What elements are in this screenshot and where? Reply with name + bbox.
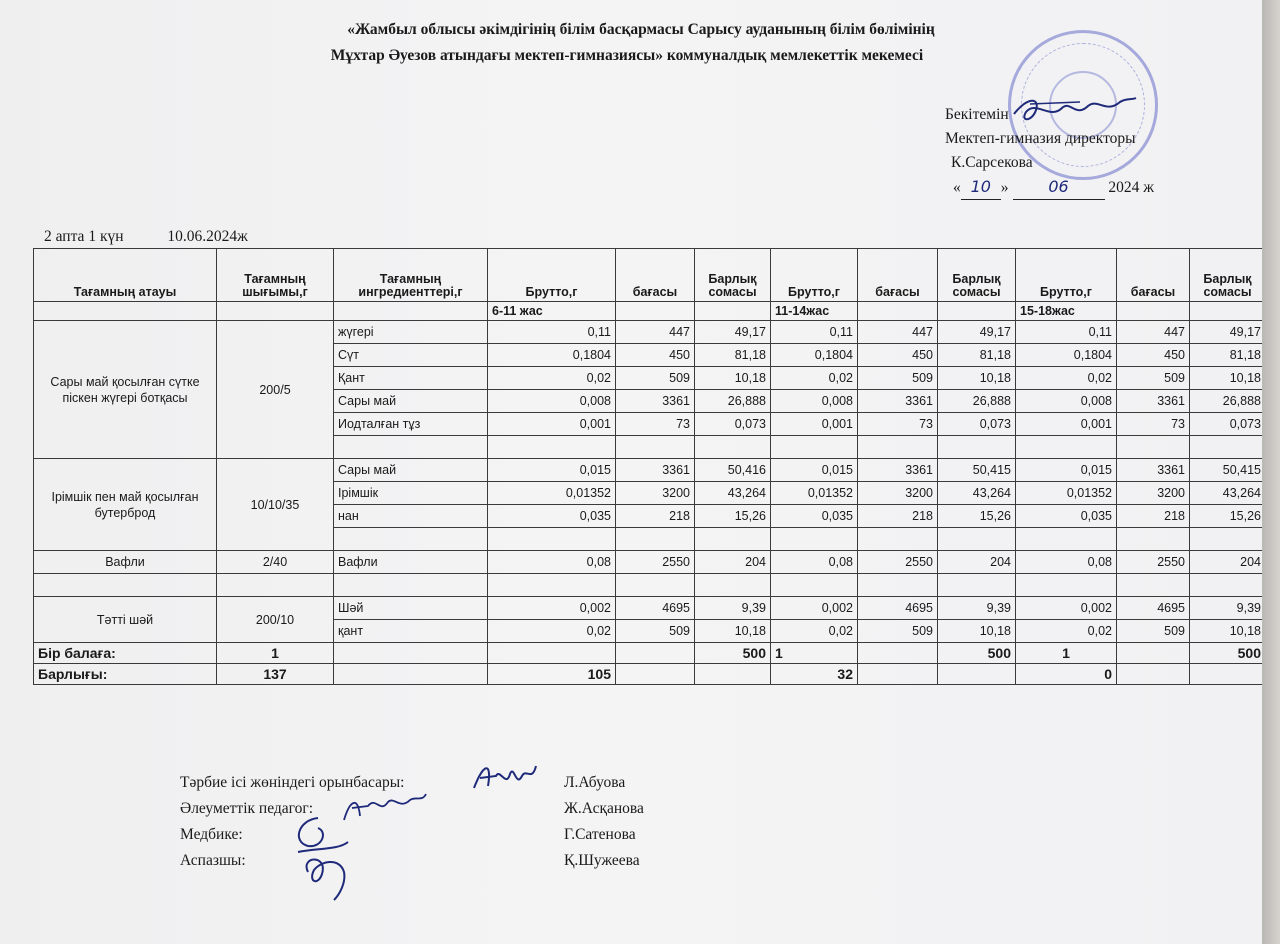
empty-cell — [1190, 528, 1266, 551]
ingredient-value: 81,18 — [938, 344, 1016, 367]
ingredient-value: 73 — [1117, 413, 1190, 436]
empty-cell — [771, 436, 858, 459]
date-month: 06 — [1013, 175, 1105, 200]
ingredient-value: 81,18 — [695, 344, 771, 367]
ingredient-value: 0,035 — [488, 505, 616, 528]
empty-cell — [334, 302, 488, 321]
ingredient-value: 0,02 — [488, 367, 616, 390]
ingredient-value: 43,264 — [1190, 482, 1266, 505]
ingredient-name: жүгері — [334, 321, 488, 344]
ingredient-value: 3361 — [616, 390, 695, 413]
empty-cell — [1117, 664, 1190, 685]
col-header: Брутто,г — [488, 249, 616, 302]
ingredient-value: 509 — [616, 367, 695, 390]
empty-cell — [858, 664, 938, 685]
empty-cell — [488, 528, 616, 551]
dish-yield: 10/10/35 — [217, 459, 334, 551]
ingredient-value: 0,08 — [771, 551, 858, 574]
ingredient-name: Вафли — [334, 551, 488, 574]
ingredient-value: 15,26 — [938, 505, 1016, 528]
empty-cell — [34, 302, 217, 321]
empty-cell — [858, 528, 938, 551]
empty-cell — [695, 436, 771, 459]
ingredient-value: 0,008 — [488, 390, 616, 413]
ingredient-value: 218 — [616, 505, 695, 528]
ingredient-value: 9,39 — [938, 597, 1016, 620]
organization-line-1: «Жамбыл облысы әкімдігінің білім басқармасы Сарысу ауданының білім бөлімінің — [347, 21, 935, 38]
ingredient-value: 3361 — [1117, 390, 1190, 413]
age-group-row — [34, 302, 1266, 321]
ingredient-value: 0,02 — [771, 367, 858, 390]
ingredient-value: 2550 — [858, 551, 938, 574]
per-child-count-11-14: 1 — [771, 643, 858, 664]
ingredient-name: Сары май — [334, 459, 488, 482]
ingredient-value: 43,264 — [695, 482, 771, 505]
ingredient-value: 3200 — [858, 482, 938, 505]
ingredient-value: 43,264 — [938, 482, 1016, 505]
ingredient-value: 3361 — [1117, 459, 1190, 482]
deputy-signature — [470, 758, 540, 798]
ingredient-value: 0,073 — [938, 413, 1016, 436]
ingredient-value: 0,001 — [1016, 413, 1117, 436]
empty-cell — [1190, 664, 1266, 685]
ingredient-value: 0,015 — [1016, 459, 1117, 482]
ingredient-value: 447 — [616, 321, 695, 344]
total-count-6-11: 105 — [488, 664, 616, 685]
ingredient-value: 10,18 — [1190, 367, 1266, 390]
ingredient-value: 3361 — [858, 459, 938, 482]
dish-name: Тәтті шәй — [34, 597, 217, 643]
col-header: бағасы — [1117, 249, 1190, 302]
signoff-row — [180, 796, 780, 822]
empty-cell — [616, 302, 695, 321]
ingredient-value: 26,888 — [1190, 390, 1266, 413]
empty-cell — [616, 436, 695, 459]
col-header: Барлық сомасы — [1190, 249, 1266, 302]
ingredient-value: 0,02 — [1016, 620, 1117, 643]
empty-cell — [488, 574, 616, 597]
ingredient-value: 50,415 — [938, 459, 1016, 482]
ingredient-name: Иодталған тұз — [334, 413, 488, 436]
empty-cell — [1190, 302, 1266, 321]
approval-title: Бекітемін — [945, 106, 1009, 123]
ingredient-value: 4695 — [616, 597, 695, 620]
ingredient-value: 0,035 — [771, 505, 858, 528]
ingredient-name: Шәй — [334, 597, 488, 620]
empty-cell — [334, 436, 488, 459]
ingredient-value: 0,08 — [488, 551, 616, 574]
date-close-quote: » — [1000, 179, 1009, 196]
approval-date — [945, 175, 1154, 200]
ingredient-value: 10,18 — [695, 620, 771, 643]
empty-cell — [938, 436, 1016, 459]
background-edge — [1262, 0, 1280, 944]
col-header: Тағамның шығымы,г — [217, 249, 334, 302]
ingredient-value: 204 — [695, 551, 771, 574]
ingredient-name: Сары май — [334, 390, 488, 413]
age-group-label: 15-18жас — [1016, 302, 1117, 321]
empty-row — [34, 574, 1266, 597]
ingredient-value: 218 — [858, 505, 938, 528]
ingredient-value: 0,008 — [1016, 390, 1117, 413]
empty-cell — [334, 643, 488, 664]
dish-yield: 200/5 — [217, 321, 334, 459]
empty-cell — [858, 436, 938, 459]
ingredient-value: 2550 — [1117, 551, 1190, 574]
organization-line-2: Мұхтар Әуезов атындағы мектеп-гимназиясы» коммуналдық мемлекеттік мекемесі — [330, 47, 924, 64]
approval-block — [945, 103, 1154, 200]
menu-date: 10.06.2024ж — [167, 228, 248, 245]
empty-cell — [1016, 574, 1117, 597]
table-row — [34, 597, 1266, 620]
ingredient-value: 10,18 — [1190, 620, 1266, 643]
empty-cell — [771, 574, 858, 597]
ingredient-value: 509 — [1117, 367, 1190, 390]
ingredient-value: 0,002 — [488, 597, 616, 620]
per-child-sum-15-18: 500 — [1190, 643, 1266, 664]
ingredient-value: 0,11 — [1016, 321, 1117, 344]
signoff-name: Г.Сатенова — [564, 826, 636, 843]
ingredient-value: 0,001 — [771, 413, 858, 436]
empty-cell — [1190, 574, 1266, 597]
ingredient-value: 509 — [616, 620, 695, 643]
ingredient-value: 10,18 — [695, 367, 771, 390]
date-open-quote: « — [953, 179, 961, 196]
empty-cell — [334, 664, 488, 685]
ingredient-value: 0,1804 — [1016, 344, 1117, 367]
col-header: Барлық сомасы — [938, 249, 1016, 302]
ingredient-value: 10,18 — [938, 620, 1016, 643]
ingredient-value: 0,02 — [488, 620, 616, 643]
empty-cell — [1117, 643, 1190, 664]
ingredient-value: 3361 — [858, 390, 938, 413]
ingredient-value: 0,002 — [771, 597, 858, 620]
ingredient-value: 3200 — [616, 482, 695, 505]
ingredient-value: 0,001 — [488, 413, 616, 436]
signoff-row — [180, 848, 780, 874]
empty-cell — [488, 436, 616, 459]
per-child-count-15-18: 1 — [1016, 643, 1117, 664]
empty-cell — [938, 528, 1016, 551]
col-header: Брутто,г — [1016, 249, 1117, 302]
ingredient-value: 218 — [1117, 505, 1190, 528]
total-row — [34, 664, 1266, 685]
col-header: бағасы — [858, 249, 938, 302]
empty-cell — [616, 664, 695, 685]
ingredient-value: 50,415 — [1190, 459, 1266, 482]
ingredient-value: 0,015 — [771, 459, 858, 482]
per-child-count: 1 — [217, 643, 334, 664]
approval-director-name: К.Сарсекова — [951, 154, 1033, 171]
ingredient-value: 0,02 — [1016, 367, 1117, 390]
per-child-row — [34, 643, 1266, 664]
signoff-role: Аспазшы: — [180, 852, 246, 869]
total-count-11-14: 32 — [771, 664, 858, 685]
signoff-role: Тәрбие ісі жөніндегі орынбасары: — [180, 774, 405, 791]
ingredient-value: 0,11 — [488, 321, 616, 344]
ingredient-value: 450 — [616, 344, 695, 367]
col-header: Тағамның ингредиенттері,г — [334, 249, 488, 302]
per-child-sum-6-11: 500 — [695, 643, 771, 664]
ingredient-value: 73 — [616, 413, 695, 436]
signoff-role: Медбике: — [180, 826, 243, 843]
empty-cell — [217, 302, 334, 321]
empty-cell — [938, 302, 1016, 321]
ingredient-name: Ірімшік — [334, 482, 488, 505]
ingredient-value: 50,416 — [695, 459, 771, 482]
table-row — [34, 459, 1266, 482]
ingredient-value: 4695 — [858, 597, 938, 620]
ingredient-value: 0,073 — [695, 413, 771, 436]
ingredient-value: 49,17 — [1190, 321, 1266, 344]
ingredient-value: 509 — [1117, 620, 1190, 643]
menu-table — [33, 248, 1266, 685]
empty-cell — [1016, 436, 1117, 459]
empty-cell — [334, 574, 488, 597]
ingredient-name: қант — [334, 620, 488, 643]
ingredient-value: 0,01352 — [771, 482, 858, 505]
ingredient-value: 0,01352 — [1016, 482, 1117, 505]
date-day: 10 — [961, 175, 1001, 200]
ingredient-value: 9,39 — [1190, 597, 1266, 620]
empty-cell — [771, 528, 858, 551]
ingredient-value: 0,002 — [1016, 597, 1117, 620]
ingredient-value: 15,26 — [695, 505, 771, 528]
table-header-row — [34, 249, 1266, 302]
empty-cell — [695, 664, 771, 685]
empty-cell — [695, 302, 771, 321]
signoff-name: Ж.Асқанова — [564, 800, 644, 817]
ingredient-value: 81,18 — [1190, 344, 1266, 367]
empty-cell — [217, 574, 334, 597]
empty-cell — [938, 664, 1016, 685]
ingredient-value: 49,17 — [695, 321, 771, 344]
empty-cell — [1117, 528, 1190, 551]
signoff-name: Қ.Шужеева — [564, 852, 640, 869]
dish-yield: 200/10 — [217, 597, 334, 643]
ingredient-value: 10,18 — [938, 367, 1016, 390]
empty-cell — [616, 528, 695, 551]
signoff-row — [180, 822, 780, 848]
ingredient-value: 3361 — [616, 459, 695, 482]
empty-cell — [616, 643, 695, 664]
table-row — [34, 321, 1266, 344]
empty-cell — [858, 643, 938, 664]
empty-cell — [1190, 436, 1266, 459]
ingredient-value: 0,1804 — [488, 344, 616, 367]
empty-cell — [695, 574, 771, 597]
ingredient-value: 0,1804 — [771, 344, 858, 367]
ingredient-value: 0,11 — [771, 321, 858, 344]
week-day-label: 2 апта 1 күн — [44, 228, 124, 245]
empty-cell — [616, 574, 695, 597]
dish-name: Ірімшік пен май қосылған бутерброд — [34, 459, 217, 551]
per-child-sum-11-14: 500 — [938, 643, 1016, 664]
dish-yield: 2/40 — [217, 551, 334, 574]
age-group-label: 6-11 жас — [488, 302, 616, 321]
ingredient-value: 509 — [858, 620, 938, 643]
total-count: 137 — [217, 664, 334, 685]
col-header: бағасы — [616, 249, 695, 302]
ingredient-value: 0,02 — [771, 620, 858, 643]
ingredient-value: 3200 — [1117, 482, 1190, 505]
empty-cell — [488, 643, 616, 664]
ingredient-name: Қант — [334, 367, 488, 390]
approval-position: Мектеп-гимназия директоры — [945, 130, 1136, 147]
ingredient-value: 450 — [858, 344, 938, 367]
empty-cell — [1117, 574, 1190, 597]
ingredient-value: 447 — [1117, 321, 1190, 344]
ingredient-value: 0,008 — [771, 390, 858, 413]
total-label: Барлығы: — [34, 664, 217, 685]
ingredient-value: 0,035 — [1016, 505, 1117, 528]
ingredient-value: 0,015 — [488, 459, 616, 482]
empty-cell — [858, 574, 938, 597]
signoff-name: Л.Абуова — [564, 774, 626, 791]
date-year: 2024 ж — [1108, 179, 1154, 196]
ingredient-value: 4695 — [1117, 597, 1190, 620]
empty-cell — [858, 302, 938, 321]
ingredient-value: 15,26 — [1190, 505, 1266, 528]
empty-cell — [1117, 302, 1190, 321]
ingredient-value: 204 — [938, 551, 1016, 574]
dish-name: Сары май қосылған сүтке піскен жүгері ботқасы — [34, 321, 217, 459]
empty-cell — [695, 528, 771, 551]
ingredient-value: 0,01352 — [488, 482, 616, 505]
col-header: Барлық сомасы — [695, 249, 771, 302]
nurse-and-cook-signature — [278, 812, 368, 904]
ingredient-value: 0,073 — [1190, 413, 1266, 436]
per-child-label: Бір балаға: — [34, 643, 217, 664]
ingredient-name: нан — [334, 505, 488, 528]
empty-cell — [1016, 528, 1117, 551]
age-group-label: 11-14жас — [771, 302, 858, 321]
col-header: Брутто,г — [771, 249, 858, 302]
signoff-role: Әлеуметтік педагог: — [180, 800, 314, 817]
ingredient-value: 49,17 — [938, 321, 1016, 344]
ingredient-value: 26,888 — [695, 390, 771, 413]
ingredient-value: 450 — [1117, 344, 1190, 367]
ingredient-value: 26,888 — [938, 390, 1016, 413]
ingredient-value: 204 — [1190, 551, 1266, 574]
ingredient-value: 509 — [858, 367, 938, 390]
empty-cell — [1117, 436, 1190, 459]
ingredient-value: 0,08 — [1016, 551, 1117, 574]
table-row — [34, 551, 1266, 574]
empty-cell — [34, 574, 217, 597]
dish-name: Вафли — [34, 551, 217, 574]
empty-cell — [938, 574, 1016, 597]
empty-cell — [334, 528, 488, 551]
ingredient-name: Сүт — [334, 344, 488, 367]
ingredient-value: 73 — [858, 413, 938, 436]
ingredient-value: 9,39 — [695, 597, 771, 620]
menu-day-line — [44, 228, 248, 246]
total-count-15-18: 0 — [1016, 664, 1117, 685]
ingredient-value: 447 — [858, 321, 938, 344]
ingredient-value: 2550 — [616, 551, 695, 574]
col-header: Тағамның атауы — [34, 249, 217, 302]
